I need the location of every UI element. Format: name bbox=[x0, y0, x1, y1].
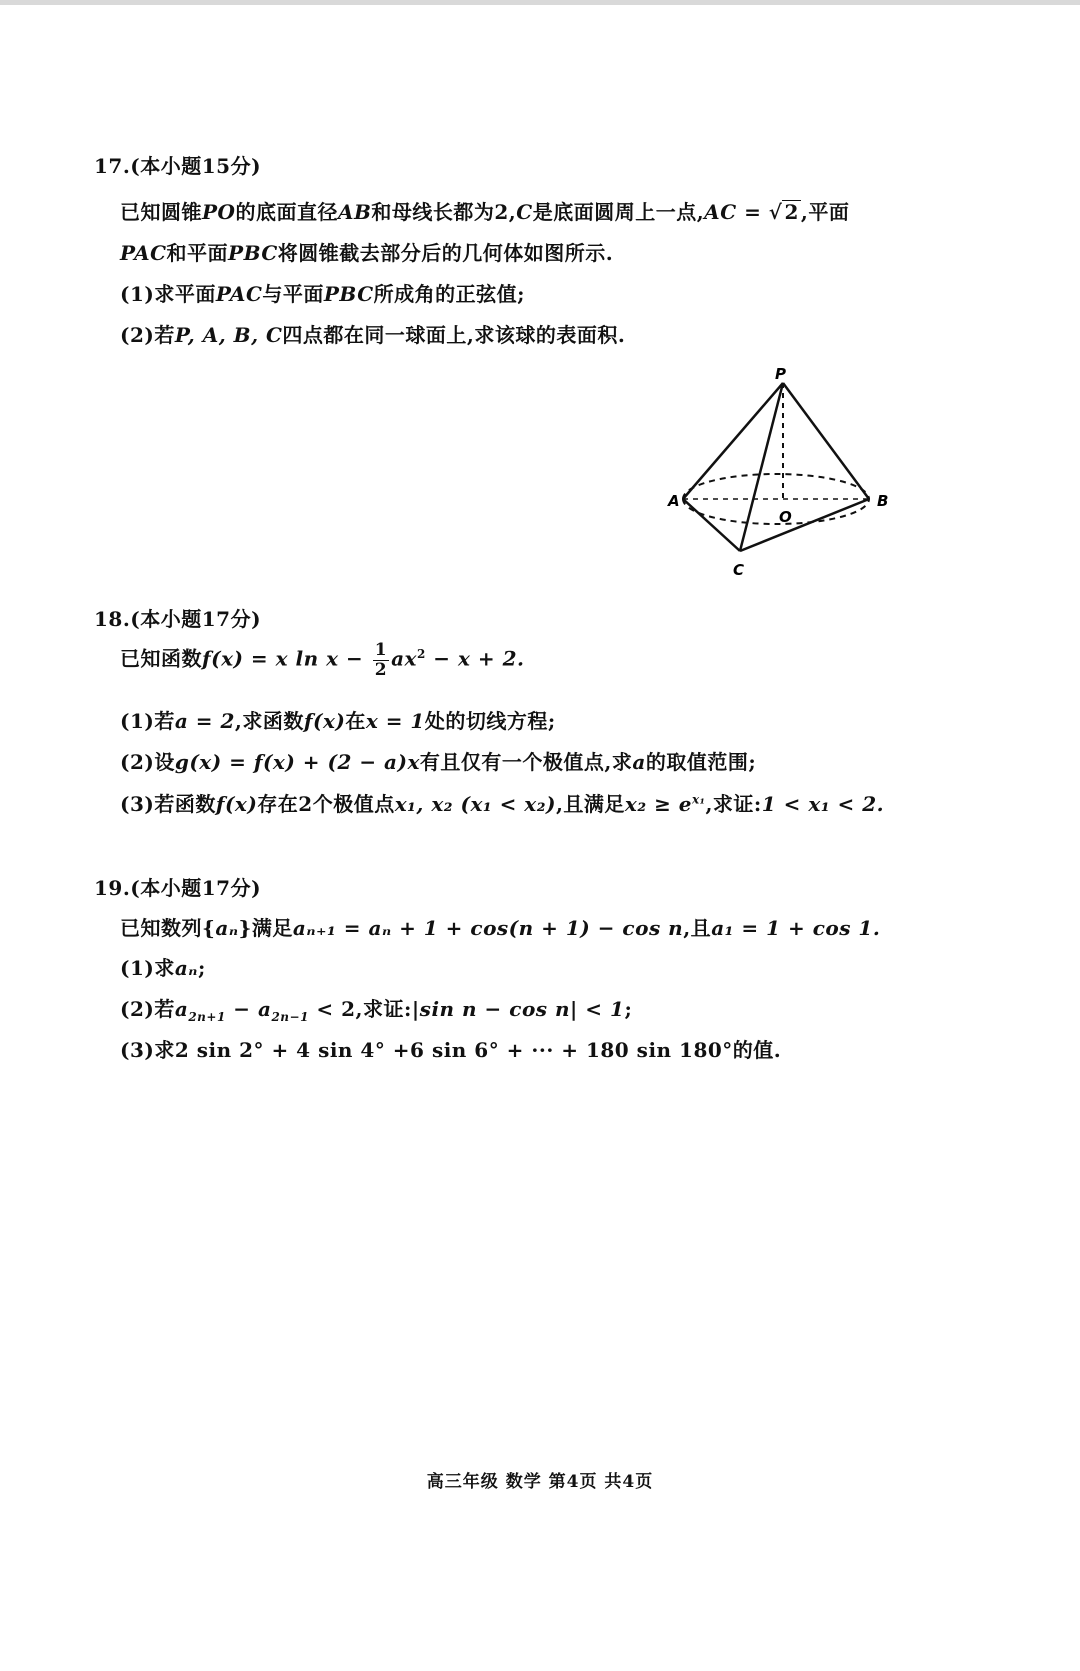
problem-19-question-2: (2)若$a_{2n+1} - a_{2n-1} < 2$,求证:|sin n − cos n| < 1; bbox=[120, 997, 633, 1024]
problem-17-title: 17.(本小题15分) bbox=[94, 154, 262, 178]
top-edge bbox=[0, 0, 1080, 5]
label-a: A bbox=[668, 492, 680, 510]
problem-18-question-2: (2)设g(x) = f(x) + (2 − a)x有且仅有一个极值点,求a的取值范围; bbox=[120, 750, 757, 774]
cone-figure bbox=[655, 365, 915, 580]
problem-17-statement-line2: PAC和平面PBC将圆锥截去部分后的几何体如图所示. bbox=[120, 241, 614, 265]
edge-pb bbox=[783, 383, 869, 499]
problem-19-question-1: (1)求aₙ; bbox=[120, 956, 206, 980]
problem-18-function-definition: 已知函数f(x) = x ln x − $\frac{1}{2}$ $ax^2 - x + 2$. bbox=[120, 640, 525, 680]
label-b: B bbox=[877, 492, 889, 510]
label-c: C bbox=[733, 561, 745, 579]
problem-18-question-1: (1)若a = 2,求函数f(x)在x = 1处的切线方程; bbox=[120, 709, 556, 733]
label-o: O bbox=[779, 508, 792, 526]
page-footer: 高三年级 数学 第4页 共4页 bbox=[426, 1472, 654, 1492]
problem-19-sequence-definition: 已知数列{aₙ}满足aₙ₊₁ = aₙ + 1 + cos(n + 1) − cos n,且a₁ = 1 + cos 1. bbox=[120, 916, 881, 940]
edge-ac bbox=[683, 499, 740, 551]
problem-18-title: 18.(本小题17分) bbox=[94, 607, 262, 631]
base-back-arc bbox=[683, 474, 869, 499]
label-p: P bbox=[775, 365, 786, 383]
problem-19-title: 19.(本小题17分) bbox=[94, 876, 262, 900]
edge-bc bbox=[740, 499, 869, 551]
problem-19-question-3: (3)求2 sin 2° + 4 sin 4° +6 sin 6° + ··· + 180 sin 180°的值. bbox=[120, 1038, 782, 1062]
problem-17-statement-line1: 已知圆锥PO的底面直径AB和母线长都为2,C是底面圆周上一点,AC = √ 2 ,平面 bbox=[120, 200, 850, 224]
problem-17-question-1: (1)求平面PAC与平面PBC所成角的正弦值; bbox=[120, 282, 525, 306]
fraction-one-half: $\frac{1}{2}$ bbox=[374, 640, 388, 680]
problem-17-question-2: (2)若P, A, B, C四点都在同一球面上,求该球的表面积. bbox=[120, 323, 626, 347]
problem-18-question-3: (3)若函数f(x)存在2个极值点x₁, x₂ (x₁ < x₂),且满足$x_2 \ge e^{x_1}$,求证:1 < x₁ < 2. bbox=[120, 792, 885, 816]
